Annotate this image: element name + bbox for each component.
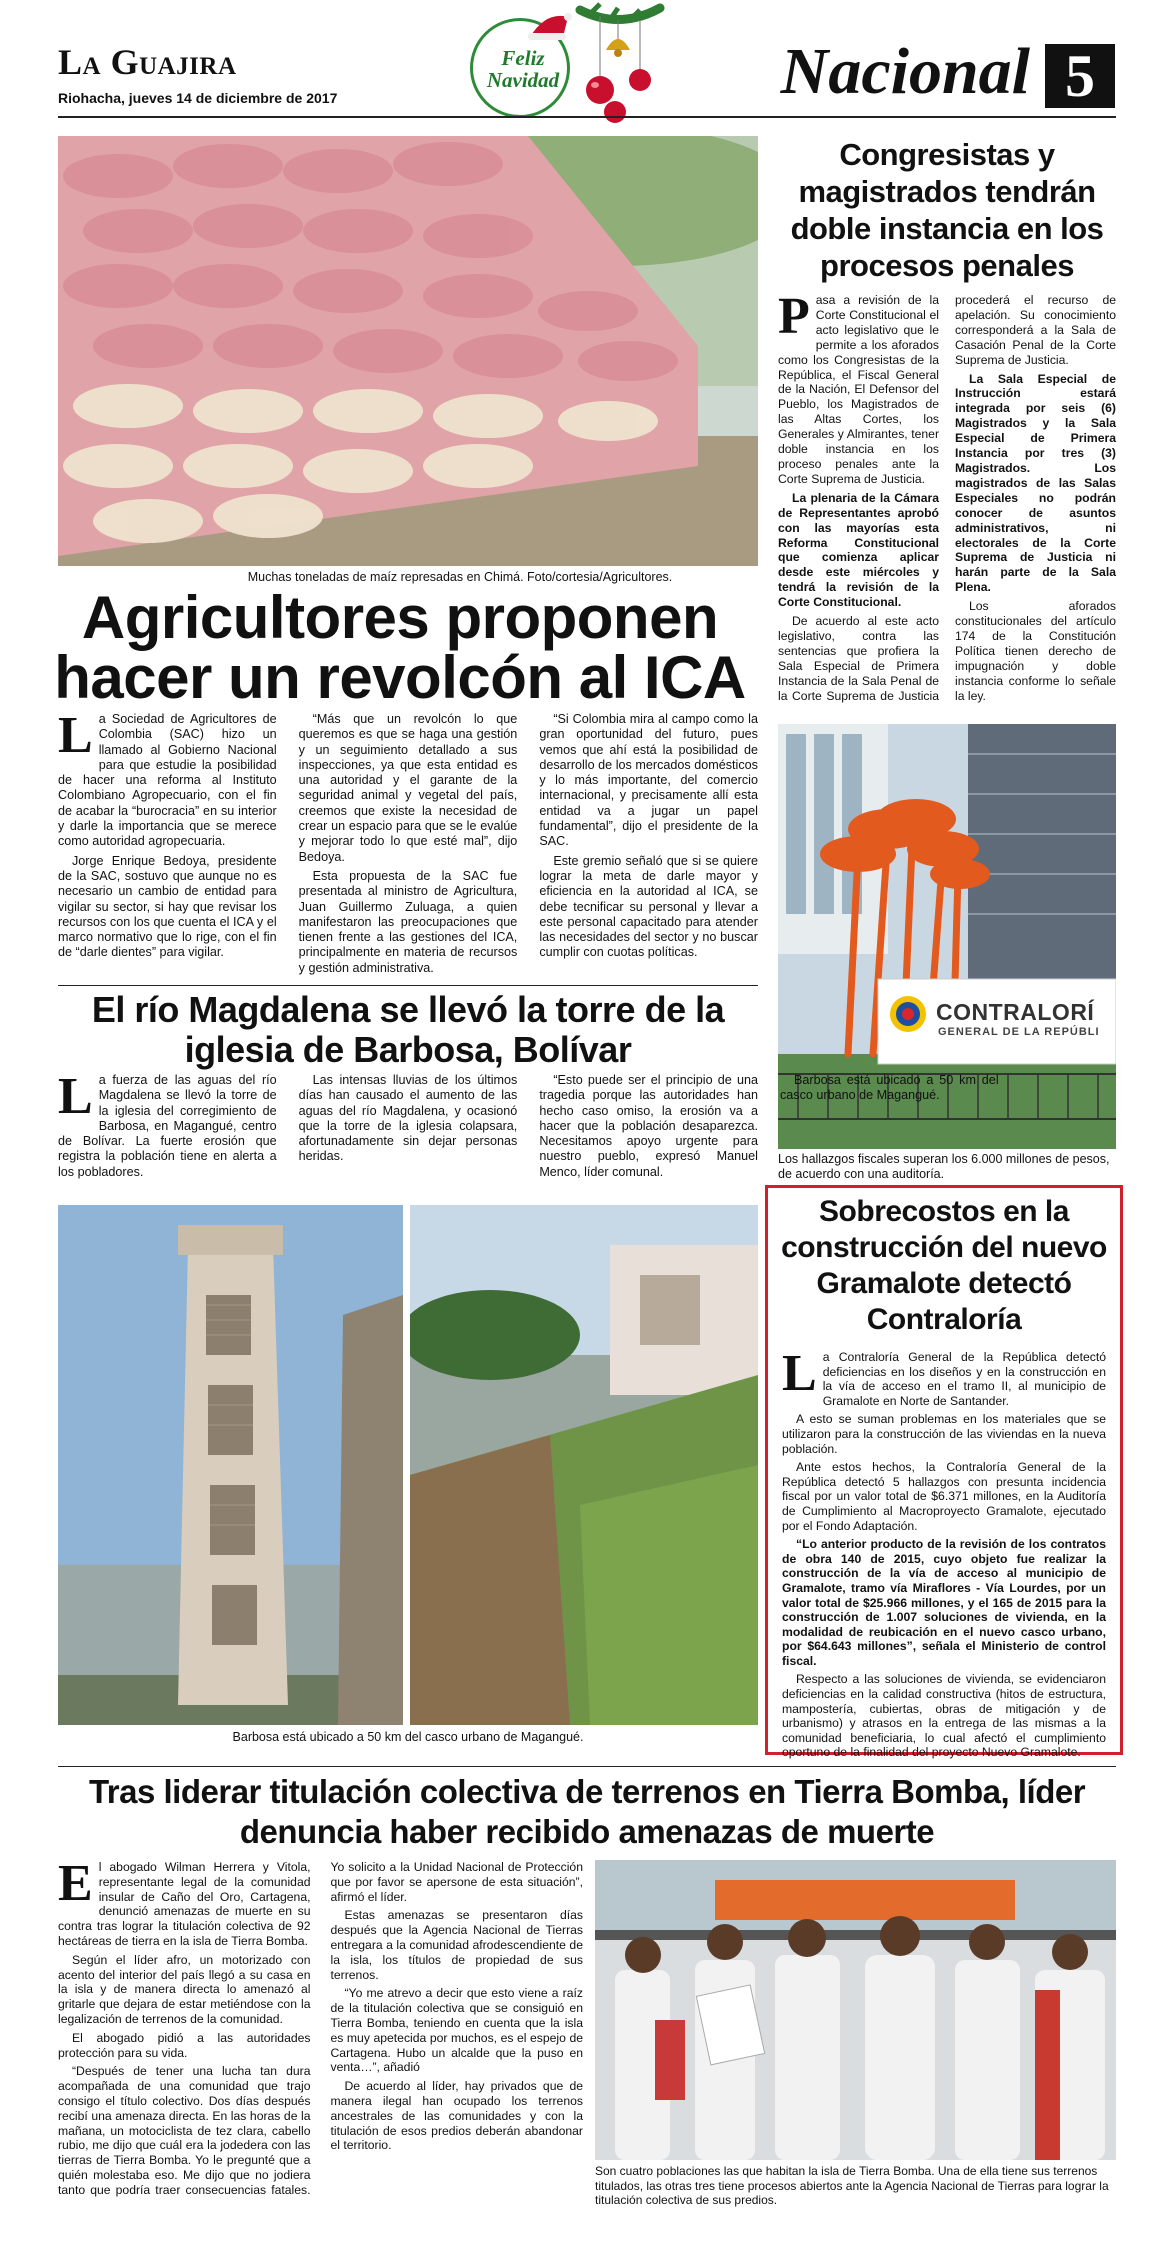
tierra-bomba-photo-caption: Son cuatro poblaciones las que habitan la isla de Tierra Bomba. Una de ella tiene sus terrenos titulados, las otras tres tiene procesos abiertos ante la Agencia Nacional de Tierras para lograr la titulación colectiva de sus predios.	[595, 2164, 1109, 2207]
tierra-bomba-paragraph: “Después de tener una lucha tan dura acompañada de una comunidad que trajo consigo el título colectivo. Dos días después recibí una amenaza directa. En las horas de la mañana, un motociclista de tez clara, cabello rubio, me dijo que cuál era la jodedera con las tierras de Tierra Bomba. Yo le pregunté que a quién molestaba eso. Me dijo que no jodiera tanto que podría traer consecuencias fatales. Yo solicito a la Unidad Nacional de Protección que por favor se apersone de esta situación”, afirmó el líder.	[58, 1860, 583, 2197]
congress-paragraph: Los aforados constitucionales del artículo 174 de la Constitución Política tienen derecho de impugnación y doble instancia conforme lo señale la ley.	[955, 599, 1116, 703]
page-number-box	[1045, 44, 1115, 108]
gramalote-paragraph: La Contraloría General de la República detectó deficiencias en los diseños y en la construcción en la vía de acceso en el tramo II, al municipio de Gramalote en Norte de Santander.	[782, 1345, 1106, 1408]
paper-name: La Guajira	[58, 42, 237, 82]
ica-headline: Agricultores proponen hacer un revolcón al ICA	[54, 584, 746, 711]
santa-hat-icon	[528, 11, 572, 41]
gramalote-paragraph: Ante estos hechos, la Contraloría General de la República detectó 5 hallazgos con presunta incidencia fiscal por un valor total de $6.371 millones, en la Auditoría de Cumplimiento al Macroproyecto Gramalote, ejecutado por el Fondo Adaptación.	[782, 1460, 1106, 1533]
tierra-bomba-paragraph: El abogado Wilman Herrera y Vitola, representante legal de la comunidad insular de Caño del Oro, Cartagena, denunció amenazas de muerte en su contra tras lograr la titulación colectiva de 92 hectáreas de tierra en la isla de Tierra Bomba.	[58, 1855, 311, 1948]
magdalena-paragraph: Las intensas lluvias de los últimos días han causado el aumento de las aguas del río Magdalena, y ocasionó que la torre de la iglesia colapsara, afortunadamente sin dejar personas heridas.	[298, 1073, 518, 1164]
land-titles-ceremony-photo	[595, 1860, 1116, 2160]
masthead-rule	[58, 116, 1116, 118]
magdalena-headline: El río Magdalena se llevó la torre de la iglesia de Barbosa, Bolívar	[91, 989, 725, 1070]
congress-paragraph: Pasa a revisión de la Corte Constitucional el acto legislativo que le permite a los aforados como los Congresistas de la República, el Fiscal General de la Nación, El Defensor del Pueblo, los Magistrados de las Altas Cortes, los Generales y Almirantes, tener doble instancia en los proceso penales ante la Corte Suprema de Justicia.	[778, 288, 939, 486]
ica-paragraph: Este gremio señaló que si se quiere lograr la meta de darle mayor y eficiencia en la autoridad al ICA, se debe tecnificar su personal y llevar a este personal capacitado para atender las necesidades del sector y no buscar cumplir con cuotas políticas.	[539, 853, 758, 960]
congress-paragraph: La Sala Especial de Instrucción estará integrada por seis (6) Magistrados y la Sala Especial de Primera Instancia por tres (3) Magistrados. Los magistrados de las Salas Especiales no podrán conocer de asuntos administrativos, ni electorales de la Corte Suprema de Justicia ni harán parte de la Sala Plena.	[955, 371, 1116, 595]
holiday-badge	[470, 18, 570, 118]
ica-photo-caption: Muchas toneladas de maíz represadas en Chimá. Foto/cortesia/Agricultores.	[247, 570, 673, 584]
date-line: Riohacha, jueves 14 de diciembre de 2017	[58, 90, 338, 106]
tierra-bomba-paragraph: De acuerdo al líder, hay privados que de manera ilegal han ocupado los terrenos ancestrales de las comunidades y con la titulación de esos predios deberán abandonar el territorio.	[330, 2079, 583, 2153]
masthead	[0, 0, 1165, 135]
church-tower-photo	[58, 1205, 403, 1725]
ica-paragraph: La Sociedad de Agricultores de Colombia (SAC) hizo un llamado al Gobierno Nacional para que estudie la posibilidad de hacer una reforma al Instituto Colombiano Agropecuario, con el fin de acabar la “burocracia” en su interior y darle la importancia que se merece como autoridad agropecuaria.	[58, 707, 277, 849]
divider	[58, 1766, 1116, 1767]
divider	[58, 985, 758, 986]
corn-sacks-photo	[58, 136, 758, 566]
gramalote-body	[782, 1345, 1106, 1760]
gramalote-box	[765, 1185, 1123, 1760]
ica-body	[58, 707, 758, 982]
ica-paragraph: “Más que un revolcón lo que queremos es que se haga una gestión y un seguimiento detallado a sus inspecciones, ya que esta entidad es una autoridad y el garante de la seguridad animal y vegetal del país, creemos que existe la necesidad de crear un espacio para que se le evalúe y mejorar todo lo que esté mal”, dijo Bedoya.	[298, 712, 518, 864]
gramalote-headline: Sobrecostos en la construcción del nuevo Gramalote detectó Contraloría	[781, 1195, 1107, 1336]
contraloria-sign-text: CONTRALORÍ	[936, 999, 1095, 1025]
contraloria-photo-caption: Los hallazgos fiscales superan los 6.000 millones de pesos, de acuerdo con una auditoría.	[778, 1152, 1110, 1181]
magdalena-dropcap: L	[58, 1068, 93, 1125]
section-title: Nacional	[780, 35, 1030, 108]
gramalote-paragraph: A esto se suman problemas en los materiales que se utilizaron para la construcción de las viviendas en la nueva población.	[782, 1412, 1106, 1456]
magdalena-paragraph: La fuerza de las aguas del río Magdalena se llevó la torre de la iglesia del corregimiento de Barbosa, en Magangué, centro de Bolívar. La fuerte erosión que registra la población tiene en alerta a los pobladores.	[58, 1068, 277, 1179]
magdalena-paragraph: Barbosa está ubicado a 50 km del casco urbano de Magangué.	[779, 1073, 999, 1103]
gramalote-dropcap: L	[782, 1345, 817, 1402]
tierra-bomba-paragraph: Según el líder afro, un motorizado con acento del interior del país llegó a su casa en la isla y de manera directa lo amenazó al gritarle que dejara de estar metiéndose con la legalización de terrenos de la comunidad.	[58, 1952, 311, 2026]
magdalena-photo-caption: Barbosa está ubicado a 50 km del casco urbano de Magangué.	[232, 1730, 584, 1744]
tierra-bomba-paragraph: Estas amenazas se presentaron días después que la Agencia Nacional de Tierras entregara a la comunidad afrodescendiente de la isla, los títulos de propiedad de sus terrenos.	[330, 1908, 583, 1982]
congress-dropcap: P	[778, 288, 810, 345]
congress-body	[778, 288, 1116, 705]
tierra-bomba-dropcap: E	[58, 1855, 93, 1912]
congress-headline: Congresistas y magistrados tendrán doble instancia en los procesos penales	[790, 137, 1104, 283]
page-number: 5	[1065, 43, 1095, 109]
contraloria-sign-subtext: GENERAL DE LA REPÚBLI	[938, 1026, 1100, 1038]
ica-paragraph: Esta propuesta de la SAC fue presentada al ministro de Agricultura, Juan Guillermo Zuluaga, a quien manifestaron las preocupaciones que tienen frente a las gestiones del ICA, principalmente en materia de recursos y gestión administrativa.	[298, 868, 518, 975]
congress-paragraph: La plenaria de la Cámara de Representantes aprobó con las mayorías esta Reforma Constitucional que comienza aplicar desde este miércoles y tendrá la revisión de la Corte Constitucional.	[778, 490, 939, 610]
holiday-badge-text: Feliz Navidad	[486, 46, 560, 92]
ica-dropcap: L	[58, 707, 93, 764]
tierra-bomba-headline: Tras liderar titulación colectiva de terrenos en Tierra Bomba, líder denuncia haber recibido amenazas de muerte	[88, 1773, 1086, 1850]
tierra-bomba-body	[58, 1855, 583, 2200]
riverbank-erosion-photo	[410, 1205, 758, 1725]
ica-paragraph: Jorge Enrique Bedoya, presidente de la SAC, sostuvo que aunque no es necesario un cambio de entidad para vigilar su sector, si hay que revisar los recursos con los que cuenta el ICA y el marco normativo que lo rige, con el fin de “darle dientes” para vigilar.	[58, 853, 277, 960]
tierra-bomba-paragraph: El abogado pidió a las autoridades protección para su vida.	[58, 2030, 311, 2060]
christmas-ornaments-icon	[570, 0, 670, 130]
magdalena-paragraph: “Esto puede ser el principio de una tragedia porque las autoridades han hecho caso omiso, la erosión va a hacer que la población desaparezca. Necesitamos apoyo urgente para nuestro pueblo, expresó Manuel Menco, líder comunal.	[539, 1073, 758, 1179]
tierra-bomba-paragraph: “Yo me atrevo a decir que esto viene a raíz de la titulación colectiva que se consiguió en Tierra Bomba, teniendo en cuenta que la isla es muy apetecida por muchos, es el espejo de Cartagena. Hubo un alcalde que la puso en venta…”, añadió	[330, 1986, 583, 2075]
congress-paragraph: De acuerdo al este acto legislativo, contra las sentencias que profiera la Sala Especial de Primera Instancia de la Sala Penal de la Corte Suprema de Justicia procederá el recurso de apelación. Su conocimiento corresponderá a la Sala de Casación Penal de la Corte Suprema de Justicia.	[778, 293, 1116, 703]
gramalote-paragraph: Respecto a las soluciones de vivienda, se evidenciaron deficiencias en la calidad constructiva (hitos de estructura, mampostería, cubiertas, obras de mitigación y de urbanismo) y atrasos en la entrega de las mismas a la comunidad beneficiaria, lo cual afectó el cumplimiento oportuno de la finalidad del proyecto Nuevo Gramalote.	[782, 1672, 1106, 1760]
ica-paragraph: “Si Colombia mira al campo como la gran oportunidad del futuro, pues vemos que ahí está la posibilidad de desarrollo de los mercados domésticos y lo más importante, del comercio internacional, y precisamente allí esta entidad va a jugar un papel fundamental”, dijo el presidente de la SAC.	[539, 712, 758, 849]
gramalote-paragraph: “Lo anterior producto de la revisión de los contratos de obra 140 de 2015, cuyo objeto fue realizar la construcción de la vía de acceso al municipio de Gramalote, tramo vía Miraflores - Vía Lourdes, por un valor total de $25.966 millones, y el 165 de 2015 para la construcción de 1.007 soluciones de vivienda, en la modalidad de reubicación en el nuevo casco urbano, por $64.643 millones”, señala el Ministerio de control fiscal.	[782, 1537, 1106, 1668]
